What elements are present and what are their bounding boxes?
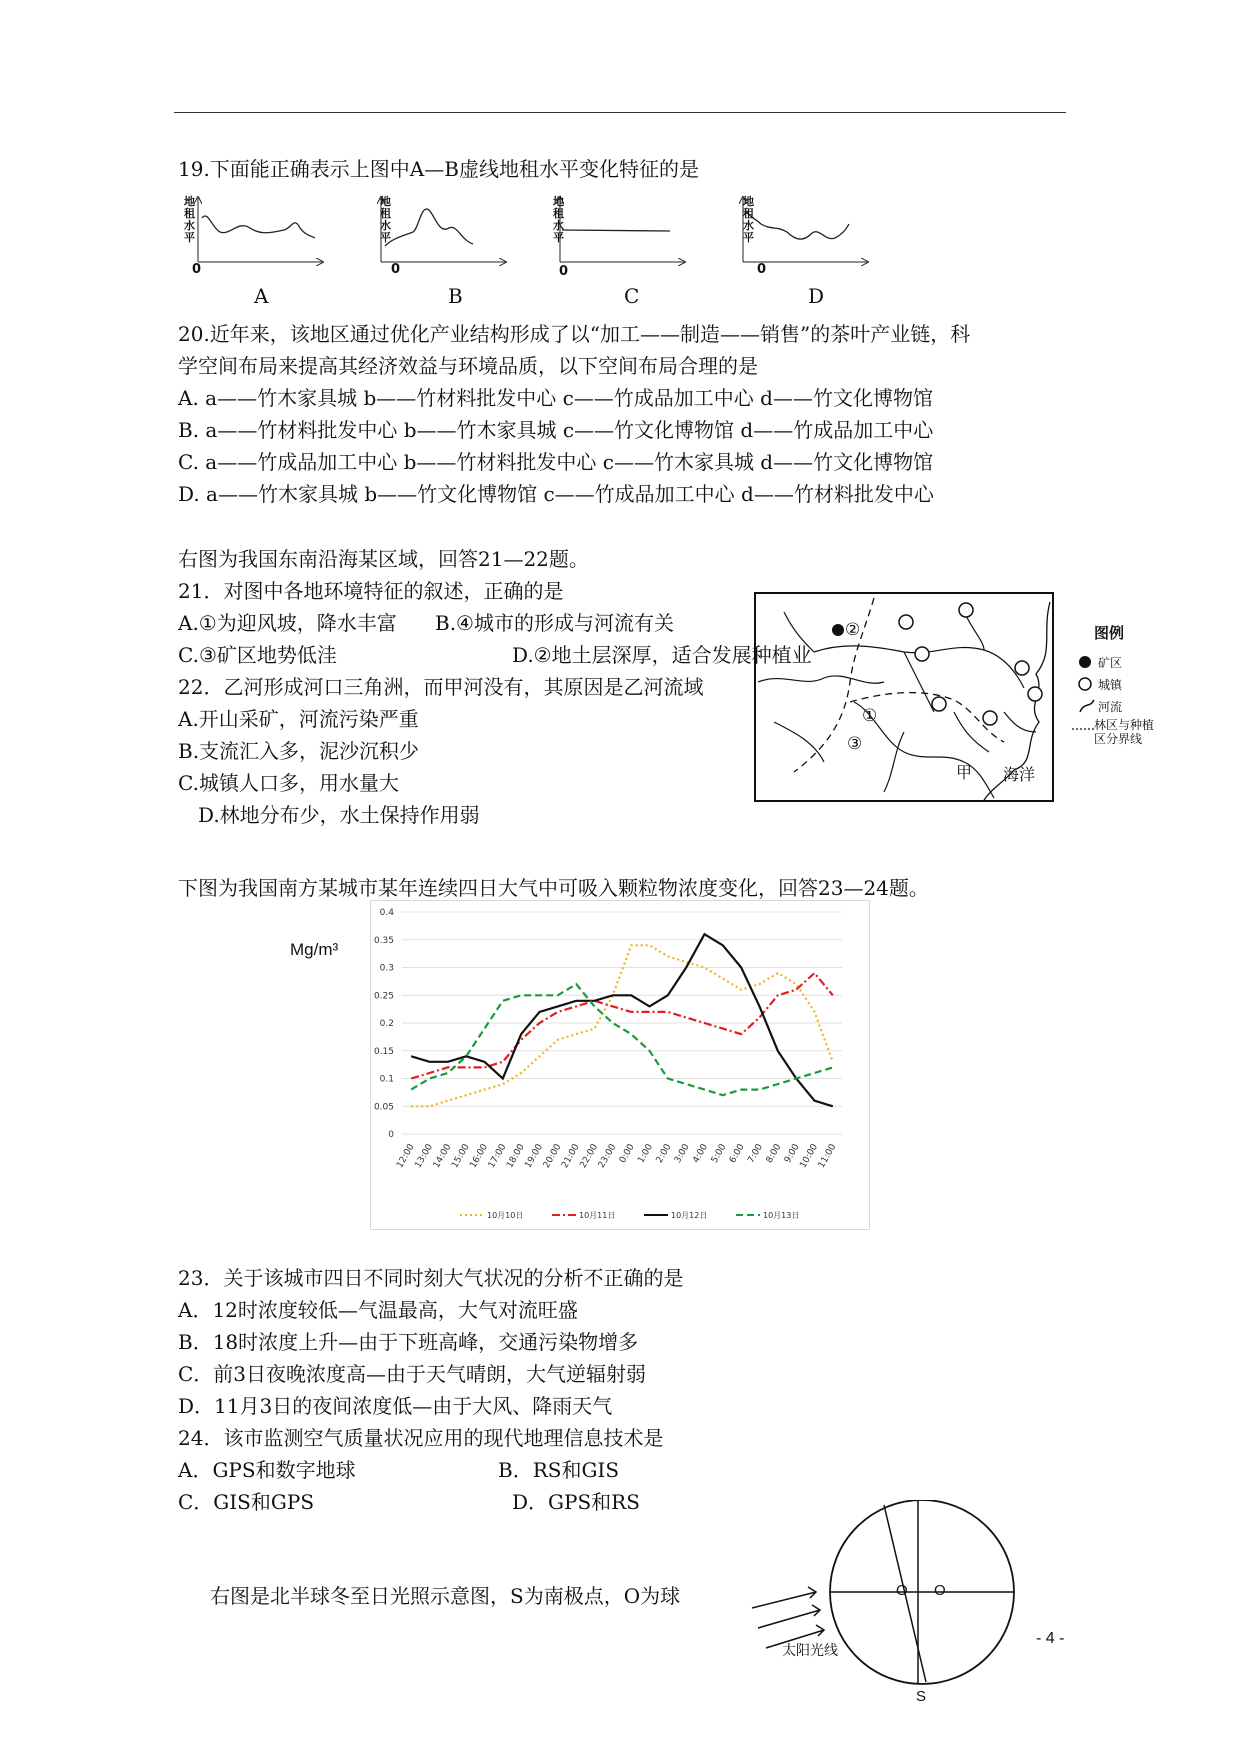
map-town bbox=[915, 647, 929, 661]
globe-label-o2: O bbox=[934, 1582, 946, 1599]
chart-xtick: 11:00 bbox=[816, 1142, 839, 1170]
intro-23-24: 下图为我国南方某城市某年连续四日大气中可吸入颗粒物浓度变化，回答23—24题。 bbox=[178, 876, 929, 900]
q19-ylabel-c: 地租水平 bbox=[553, 195, 564, 244]
q24-option-b: B．RS和GIS bbox=[498, 1458, 620, 1482]
q19-graph-d bbox=[743, 195, 867, 262]
chart-ytick: 0.3 bbox=[379, 963, 394, 974]
chart-xtick: 5:00 bbox=[709, 1142, 729, 1166]
q23-option-b: B．18时浓度上升—由于下班高峰，交通污染物增多 bbox=[178, 1330, 639, 1354]
chart-xtick: 8:00 bbox=[764, 1142, 784, 1166]
chart-ytick: 0.05 bbox=[373, 1102, 394, 1113]
legend-boundary-icon bbox=[1072, 726, 1094, 732]
q19-label-a: A bbox=[254, 284, 269, 308]
q19-origin-a: 0 bbox=[192, 262, 202, 277]
chart-ytick: 0.25 bbox=[373, 991, 394, 1002]
chart-xtick: 4:00 bbox=[691, 1142, 711, 1166]
q19-graph-c bbox=[560, 198, 684, 262]
q22-stem: 22．乙河形成河口三角洲，而甲河没有，其原因是乙河流域 bbox=[178, 675, 704, 699]
chart-ytick: 0.4 bbox=[379, 908, 394, 918]
q22-option-b: B.支流汇入多，泥沙沉积少 bbox=[178, 739, 420, 763]
chart-xtick: 13:00 bbox=[413, 1142, 436, 1170]
map-town bbox=[959, 603, 973, 617]
map-label-1: ① bbox=[862, 706, 878, 726]
q21-option-d: D.②地土层深厚，适合发展种植业 bbox=[512, 643, 812, 667]
q23-stem: 23．关于该城市四日不同时刻大气状况的分析不正确的是 bbox=[178, 1266, 684, 1290]
map-label-3: ③ bbox=[847, 734, 863, 754]
chart-xtick: 18:00 bbox=[505, 1142, 527, 1170]
chart-xtick: 19:00 bbox=[523, 1142, 546, 1170]
map-town bbox=[899, 615, 913, 629]
q19-origin-c: 0 bbox=[559, 264, 569, 279]
q20-option-c: C. a——竹成品加工中心 b——竹材料批发中心 c——竹木家具城 d——竹文化博物馆 bbox=[178, 450, 934, 474]
q21-stem: 21．对图中各地环境特征的叙述，正确的是 bbox=[178, 579, 564, 603]
chart-xtick: 23:00 bbox=[596, 1142, 619, 1170]
chart-xtick: 17:00 bbox=[486, 1142, 509, 1170]
legend-river: 河流 bbox=[1098, 700, 1123, 714]
globe-label-s: S bbox=[916, 1688, 927, 1705]
chart-xtick: 0:00 bbox=[617, 1142, 637, 1166]
chart-ytick: 0.35 bbox=[373, 935, 394, 946]
q19-ylabel-d: 地租水平 bbox=[743, 195, 754, 244]
legend-title: 图例 bbox=[1094, 624, 1125, 642]
q20-stem-2: 学空间布局来提高其经济效益与环境品质，以下空间布局合理的是 bbox=[178, 354, 758, 378]
chart-ytick: 0.2 bbox=[379, 1019, 394, 1029]
q19-ylabel-a: 地租水平 bbox=[184, 195, 195, 244]
q24-option-d: D．GPS和RS bbox=[512, 1490, 640, 1514]
legend-town: 城镇 bbox=[1098, 678, 1123, 692]
globe-label-o1: O bbox=[896, 1582, 908, 1599]
chart-legend-label: 10月12日 bbox=[671, 1211, 708, 1220]
q24-option-a: A．GPS和数字地球 bbox=[178, 1458, 356, 1482]
q24-option-c: C．GIS和GPS bbox=[178, 1490, 315, 1514]
chart-xtick: 16:00 bbox=[468, 1142, 491, 1170]
q20-option-d: D. a——竹木家具城 b——竹文化博物馆 c——竹成品加工中心 d——竹材料批发中心 bbox=[178, 482, 934, 506]
q22-option-c: C.城镇人口多，用水量大 bbox=[178, 771, 399, 795]
chart-ytick: 0 bbox=[388, 1130, 394, 1140]
map-town bbox=[1015, 661, 1029, 675]
legend-mine-icon bbox=[1079, 656, 1091, 668]
pm-chart bbox=[370, 900, 870, 1230]
chart-legend-label: 10月13日 bbox=[763, 1211, 800, 1220]
chart-xtick: 3:00 bbox=[672, 1142, 692, 1166]
chart-legend-label: 10月10日 bbox=[487, 1211, 524, 1220]
q20-option-b: B. a——竹材料批发中心 b——竹木家具城 c——竹文化博物馆 d——竹成品加工中心 bbox=[178, 418, 934, 442]
q21-option-a: A.①为迎风坡，降水丰富 bbox=[178, 611, 397, 635]
chart-xtick: 22:00 bbox=[578, 1142, 601, 1170]
chart-frame bbox=[371, 901, 870, 1230]
q19-graph-b bbox=[380, 195, 505, 262]
map-label-sea: 海洋 bbox=[1003, 765, 1036, 784]
q24-stem: 24．该市监测空气质量状况应用的现代地理信息技术是 bbox=[178, 1426, 664, 1450]
chart-xtick: 7:00 bbox=[746, 1142, 766, 1166]
chart-legend-label: 10月11日 bbox=[579, 1211, 616, 1220]
globe-sun-label: 太阳光线 bbox=[782, 1643, 838, 1659]
map-label-2: ② bbox=[845, 620, 861, 640]
page-number: - 4 - bbox=[1036, 1630, 1065, 1647]
chart-xtick: 2:00 bbox=[654, 1142, 674, 1166]
chart-xtick: 1:00 bbox=[636, 1142, 656, 1166]
q21-option-b: B.④城市的形成与河流有关 bbox=[435, 611, 674, 635]
solstice-diagram bbox=[744, 1500, 1044, 1700]
q21-option-c: C.③矿区地势低洼 bbox=[178, 643, 337, 667]
q19-stem: 19.下面能正确表示上图中A—B虚线地租水平变化特征的是 bbox=[178, 157, 699, 181]
chart-xtick: 20:00 bbox=[541, 1142, 564, 1170]
q19-ylabel-b: 地租水平 bbox=[380, 195, 391, 244]
q19-label-c: C bbox=[624, 284, 640, 308]
header-rule bbox=[174, 112, 1066, 113]
q23-option-d: D．11月3日的夜间浓度低—由于大风、降雨天气 bbox=[178, 1394, 613, 1418]
map-town bbox=[983, 711, 997, 725]
chart-xtick: 14:00 bbox=[431, 1142, 454, 1170]
q23-option-c: C．前3日夜晚浓度高—由于天气晴朗，大气逆辐射弱 bbox=[178, 1362, 647, 1386]
map-mine bbox=[832, 624, 844, 636]
chart-xtick: 21:00 bbox=[560, 1142, 582, 1170]
chart-ylabel: Mg/m³ bbox=[290, 940, 339, 959]
intro-21-22: 右图为我国东南沿海某区域，回答21—22题。 bbox=[178, 547, 589, 571]
map-town bbox=[932, 697, 946, 711]
q19-graph-a bbox=[198, 198, 322, 262]
q19-label-d: D bbox=[808, 284, 825, 308]
chart-xtick: 10:00 bbox=[798, 1142, 821, 1170]
legend-river-icon bbox=[1080, 700, 1094, 712]
intro-25: 右图是北半球冬至日光照示意图，S为南极点，O为球 bbox=[210, 1584, 681, 1608]
q22-option-a: A.开山采矿，河流污染严重 bbox=[178, 707, 419, 731]
chart-ytick: 0.1 bbox=[379, 1074, 394, 1085]
chart-ytick: 0.15 bbox=[373, 1046, 394, 1057]
legend-boundary: 林区与种植区分界线 bbox=[1094, 718, 1155, 746]
q19-origin-b: 0 bbox=[391, 262, 401, 277]
q20-stem-1: 20.近年来，该地区通过优化产业结构形成了以“加工——制造——销售”的茶叶产业链，科 bbox=[178, 322, 971, 346]
chart-xtick: 6:00 bbox=[727, 1142, 747, 1166]
chart-xtick: 12:00 bbox=[395, 1142, 417, 1170]
q19-label-b: B bbox=[448, 284, 463, 308]
q23-option-a: A．12时浓度较低—气温最高，大气对流旺盛 bbox=[178, 1298, 578, 1322]
chart-xtick: 15:00 bbox=[450, 1142, 472, 1170]
legend-mine: 矿区 bbox=[1098, 656, 1123, 670]
q20-option-a: A. a——竹木家具城 b——竹材料批发中心 c——竹成品加工中心 d——竹文化博物馆 bbox=[178, 386, 933, 410]
map-label-jia: 甲 bbox=[956, 763, 973, 782]
chart-xtick: 9:00 bbox=[782, 1142, 802, 1166]
map-town bbox=[1028, 687, 1042, 701]
q19-origin-d: 0 bbox=[757, 262, 767, 277]
legend-town-icon bbox=[1079, 678, 1091, 690]
q22-option-d: D.林地分布少，水土保持作用弱 bbox=[198, 803, 480, 827]
